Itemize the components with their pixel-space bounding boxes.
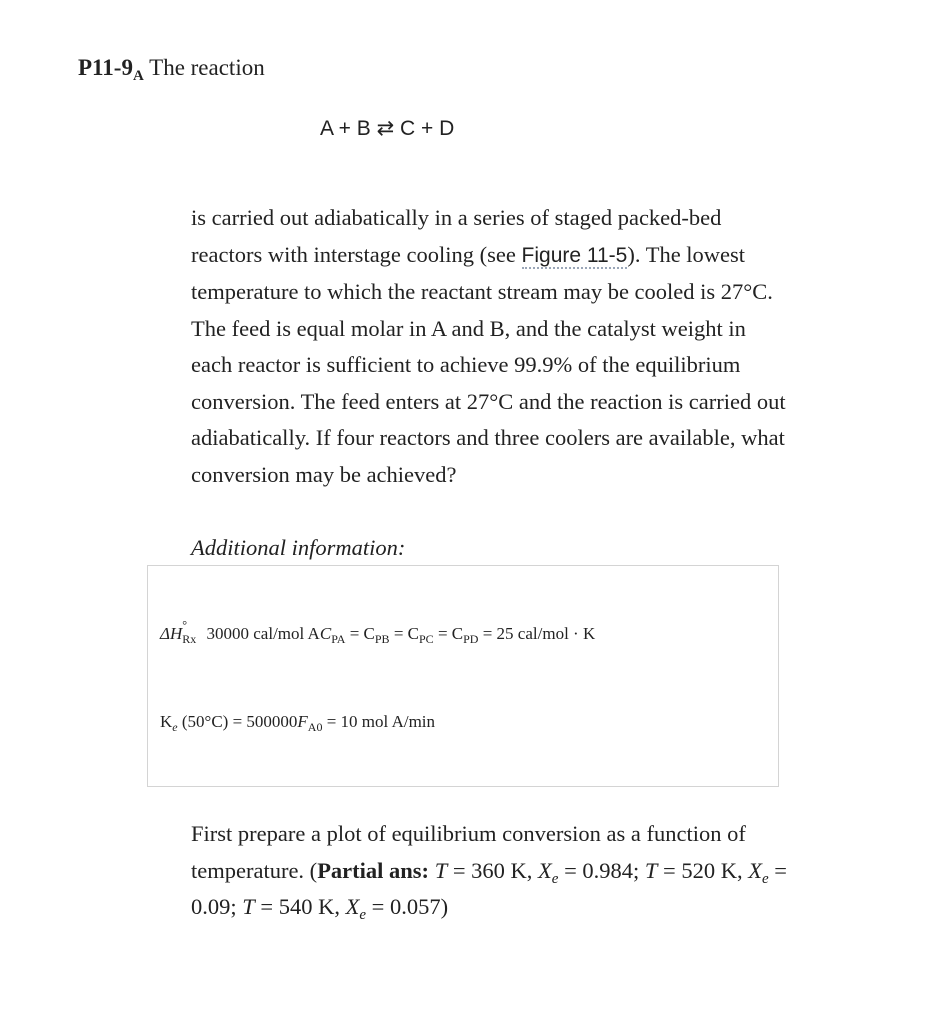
cpd-symbol: = C: [437, 624, 464, 643]
t1-value: = 360 K,: [452, 857, 533, 883]
x2-sub-text: e: [762, 870, 769, 887]
x1-value: = 0.984;: [564, 857, 640, 883]
cpc-sub: PC: [419, 632, 434, 646]
t3-symbol: T: [242, 894, 255, 919]
delta-h-scripts: [182, 618, 202, 646]
ke-symbol: K: [160, 712, 173, 731]
problem-title: [78, 52, 265, 84]
problem-title-text: The reaction: [149, 55, 265, 80]
cpd-sub: PD: [463, 632, 479, 646]
x2-sub: [762, 871, 769, 887]
task-statement: [191, 816, 791, 926]
statement-part1: is carried out adiabatically in a series of staged packed-bed reactors with interstage cooling (see: [191, 205, 722, 267]
task-text: First prepare a plot of equilibrium conversion as a function of temperature. (: [191, 821, 746, 883]
t3-value: = 540 K,: [260, 894, 340, 919]
t1-symbol: T: [434, 857, 448, 883]
info-line-equilibrium-feed: [160, 710, 435, 734]
additional-info-box: [147, 565, 779, 787]
cpc-symbol: = C: [393, 624, 419, 643]
x3-sub-text: e: [359, 907, 367, 923]
delta-h-symbol: ΔH: [160, 624, 183, 643]
x1-sub-text: e: [551, 870, 559, 887]
statement-part2: ). The lowest temperature to which the reactant stream may be cooled is 27°C. The feed is equal molar in A and B, and the catalyst weight in each reactor is sufficient to achieve 99.9% of the equilibrium conversion. The feed enters at 27°C and the reaction is carried out adiabatically. If four reactors and three coolers are available, what conversion may be achieved?: [191, 241, 786, 487]
info-line-enthalpy-heat-capacity: [160, 618, 596, 646]
figure-link[interactable]: Figure 11-5: [521, 243, 628, 267]
x3-value: = 0.057): [371, 894, 449, 919]
fa0-sub: A0: [307, 720, 323, 734]
fa0-symbol: F: [297, 712, 308, 731]
problem-number: P11-9: [78, 55, 133, 80]
problem-statement: [191, 200, 791, 493]
x2-symbol: X: [748, 857, 762, 883]
delta-h-degree: °: [182, 618, 188, 632]
x2-value: = 0.09;: [191, 857, 787, 919]
delta-h-value: 30000 cal/mol A: [206, 624, 320, 643]
cpb-sub: PB: [374, 632, 390, 646]
x1-symbol: X: [538, 857, 552, 883]
x3-sub: [359, 907, 366, 923]
reaction-equation: A + B ⇄ C + D: [320, 117, 455, 140]
cpa-sub: PA: [331, 632, 346, 646]
x3-symbol: X: [345, 894, 360, 919]
additional-info-heading: Additional information:: [191, 535, 406, 560]
ke-sub: e: [172, 720, 178, 734]
t2-symbol: T: [644, 857, 658, 883]
t2-value: = 520 K,: [663, 857, 743, 883]
fa0-value: = 10 mol A/min: [326, 712, 436, 731]
cp-value: = 25 cal/mol · K: [482, 624, 596, 643]
x1-sub: [552, 871, 559, 887]
problem-number-subscript: A: [132, 68, 144, 84]
partial-answer-label: Partial ans:: [317, 857, 430, 883]
cpb-symbol: = C: [349, 624, 375, 643]
ke-value: (50°C) = 500000: [181, 712, 298, 731]
delta-h-rx: Rx: [182, 632, 197, 646]
cpa-symbol: C: [319, 624, 332, 643]
